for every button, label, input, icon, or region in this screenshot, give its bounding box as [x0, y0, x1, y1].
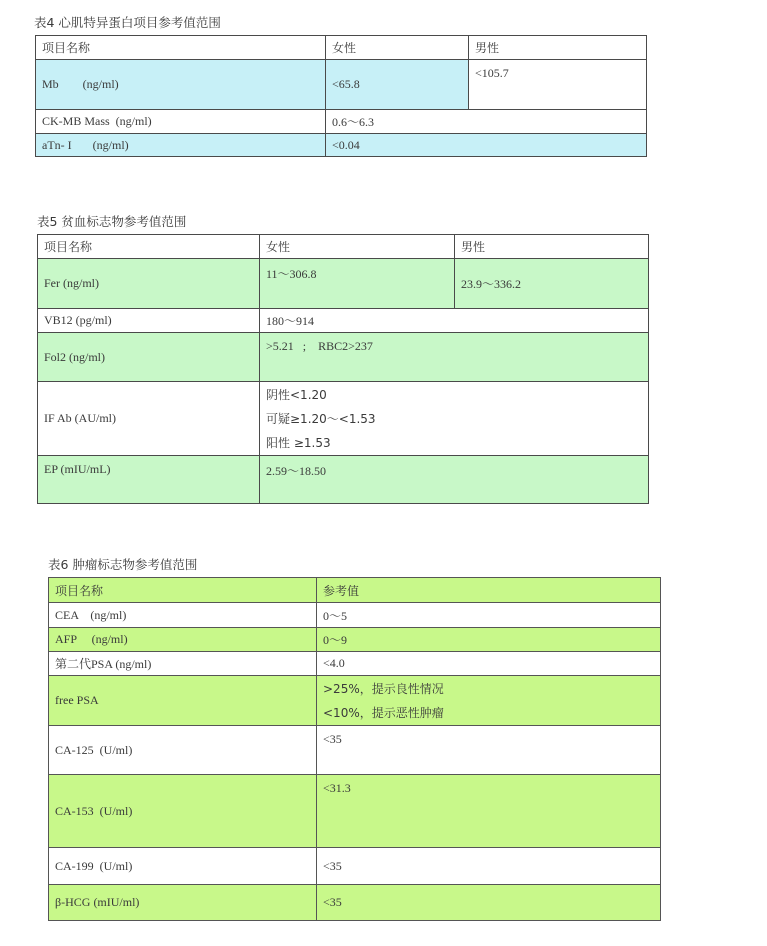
row-value: 2.59～18.50	[260, 456, 649, 504]
header-male: 男性	[455, 235, 649, 259]
row-name: Fol2 (ng/ml)	[38, 333, 260, 382]
header-female: 女性	[326, 36, 469, 60]
row-female-value: <65.8	[326, 60, 469, 110]
header-female: 女性	[260, 235, 455, 259]
row-name: 第二代PSA (ng/ml)	[49, 652, 317, 676]
row-value: <4.0	[317, 652, 661, 676]
row-name: CEA (ng/ml)	[49, 603, 317, 628]
row-value: >5.21 ; RBC2>237	[260, 333, 649, 382]
table5-caption: 表5 贫血标志物参考值范围	[37, 214, 187, 229]
row-female-value: 11～306.8	[260, 259, 455, 309]
row-value	[317, 676, 661, 726]
row-male-value: <105.7	[469, 60, 647, 110]
value-line: <10%，提示恶性肿瘤	[323, 705, 444, 720]
row-value: 0～9	[317, 628, 661, 652]
table4-caption: 表4 心肌特异蛋白项目参考值范围	[34, 15, 221, 30]
table-header-row	[36, 36, 647, 60]
header-item-name: 项目名称	[36, 36, 326, 60]
row-name: CA-153 (U/ml)	[49, 775, 317, 848]
table-row	[36, 134, 647, 157]
row-value: <35	[317, 885, 661, 921]
row-name: CK-MB Mass (ng/ml)	[36, 110, 326, 134]
row-name: VB12 (pg/ml)	[38, 309, 260, 333]
row-name: β-HCG (mIU/ml)	[49, 885, 317, 921]
table-row	[49, 726, 661, 775]
table-row	[38, 382, 649, 456]
row-name: aTn- I (ng/ml)	[36, 134, 326, 157]
row-name: CA-199 (U/ml)	[49, 848, 317, 885]
row-name: EP (mIU/mL)	[38, 456, 260, 504]
table-header-row	[49, 578, 661, 603]
row-name: Mb (ng/ml)	[36, 60, 326, 110]
row-value	[260, 382, 649, 456]
table-row	[38, 333, 649, 382]
table-row	[49, 652, 661, 676]
value-line: 阴性<1.20	[266, 387, 327, 402]
row-value: 0～5	[317, 603, 661, 628]
table5	[37, 234, 649, 504]
table-row	[49, 676, 661, 726]
row-name: AFP (ng/ml)	[49, 628, 317, 652]
value-line: >25%，提示良性情况	[323, 681, 444, 696]
header-item-name: 项目名称	[49, 578, 317, 603]
table-row	[49, 885, 661, 921]
table-row	[49, 603, 661, 628]
table-row	[49, 775, 661, 848]
row-value: <35	[317, 848, 661, 885]
table-row	[38, 456, 649, 504]
value-line: 阳性 ≥1.53	[266, 435, 331, 450]
table-row	[49, 848, 661, 885]
row-value: 180～914	[260, 309, 649, 333]
table-row	[49, 628, 661, 652]
row-name: IF Ab (AU/ml)	[38, 382, 260, 456]
row-male-value: 23.9～336.2	[455, 259, 649, 309]
row-value: <35	[317, 726, 661, 775]
row-value: 0.6～6.3	[326, 110, 647, 134]
table6	[48, 577, 661, 921]
row-value: <0.04	[326, 134, 647, 157]
table-header-row	[38, 235, 649, 259]
row-value: <31.3	[317, 775, 661, 848]
row-name: Fer (ng/ml)	[38, 259, 260, 309]
header-item-name: 项目名称	[38, 235, 260, 259]
table-row	[38, 309, 649, 333]
row-name: CA-125 (U/ml)	[49, 726, 317, 775]
table-row	[36, 110, 647, 134]
table-row	[38, 259, 649, 309]
table-row	[36, 60, 647, 110]
table6-caption: 表6 肿瘤标志物参考值范围	[48, 557, 198, 572]
value-line: 可疑≥1.20～<1.53	[266, 411, 376, 426]
header-male: 男性	[469, 36, 647, 60]
table4	[35, 35, 647, 157]
row-name: free PSA	[49, 676, 317, 726]
header-reference-value: 参考值	[317, 578, 661, 603]
